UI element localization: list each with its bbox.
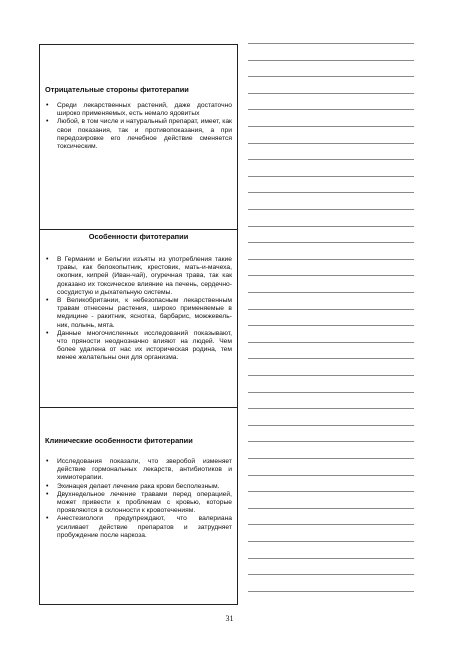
bullet-item: • Любой, в том числе и натуральный препарат, имеет, как свои показания, так и противопоказания, а при передозировке его лечебное действие сменяется токсическим. xyxy=(57,118,232,151)
note-line xyxy=(248,192,414,193)
note-line xyxy=(248,159,414,160)
bullet-item: • Эхинацея делает лечение рака крови бесполезным. xyxy=(57,483,232,491)
note-line xyxy=(248,309,414,310)
note-line xyxy=(248,93,414,94)
note-line xyxy=(248,143,414,144)
note-line xyxy=(248,259,414,260)
note-line xyxy=(248,292,414,293)
bullet-list xyxy=(45,256,232,363)
note-line xyxy=(248,524,414,525)
note-line xyxy=(248,425,414,426)
bullet-list xyxy=(45,458,232,540)
bullet-list xyxy=(45,102,232,151)
note-line xyxy=(248,508,414,509)
bullet-item: • Данные многочисленных исследований показывают, что пряности неоднозначно влияют на людей. Чем более удалена от нас их историческая родина, тем менее желательны они для организма. xyxy=(57,330,232,363)
slide-title: Отрицательные стороны фитотерапии xyxy=(45,85,189,94)
note-line xyxy=(248,441,414,442)
note-line xyxy=(248,325,414,326)
note-line xyxy=(248,226,414,227)
note-line xyxy=(248,60,414,61)
slide-features xyxy=(39,230,238,408)
slide-title: Особенности фитотерапии xyxy=(88,232,189,241)
note-line xyxy=(248,458,414,459)
note-line xyxy=(248,275,414,276)
bullet-item: • Исследования показали, что зверобой изменяет действие гормональных лекарств, антибиотиков и химиотерапии. xyxy=(57,458,232,483)
note-line xyxy=(248,541,414,542)
note-line xyxy=(248,109,414,110)
note-line xyxy=(248,408,414,409)
bullet-item: • Анестезиологи предупреждают, что валериана усиливает действие препаратов и затрудняет пробуждение после наркоза. xyxy=(57,515,232,540)
note-line xyxy=(248,375,414,376)
note-line xyxy=(248,591,414,592)
slide-negative-sides xyxy=(39,44,238,230)
note-line xyxy=(248,76,414,77)
note-line xyxy=(248,491,414,492)
bullet-item: • В Великобритании, к небезопасным лекарственным травам отнесены растения, широко применяемые в медицине - ракитник, яснотка, барбарис, можжевельник, полынь, мята. xyxy=(57,297,232,330)
note-line xyxy=(248,475,414,476)
note-line xyxy=(248,43,414,44)
bullet-item: • Среди лекарственных растений, даже достаточно широко применяемых, есть немало ядовитых xyxy=(57,102,232,118)
note-line xyxy=(248,126,414,127)
bullet-item: • Двухнедельное лечение травами перед операцией, может привести к проблемам с кровью, которые проявляются в склонности к кровотечениям. xyxy=(57,491,232,516)
slide-title: Клинические особенности фитотерапии xyxy=(45,436,193,445)
note-line xyxy=(248,209,414,210)
slide-clinical xyxy=(39,408,238,605)
note-line xyxy=(248,242,414,243)
note-line xyxy=(248,176,414,177)
page-number: 31 xyxy=(225,614,234,623)
note-line xyxy=(248,558,414,559)
slides-column xyxy=(39,44,238,605)
note-line xyxy=(248,342,414,343)
note-line xyxy=(248,358,414,359)
note-line xyxy=(248,392,414,393)
note-line xyxy=(248,574,414,575)
notes-lines-area xyxy=(248,43,414,603)
bullet-item: • В Германии и Бельгии изъяты из употребления такие травы, как белокопытник, крестовик, мать-и-мачеха, окопник, кипрей (Иван-чай), огуречная трава, так как доказано их токсическое влияние на печень, сердечно-сосудистую и дыхательную системы. xyxy=(57,256,232,297)
